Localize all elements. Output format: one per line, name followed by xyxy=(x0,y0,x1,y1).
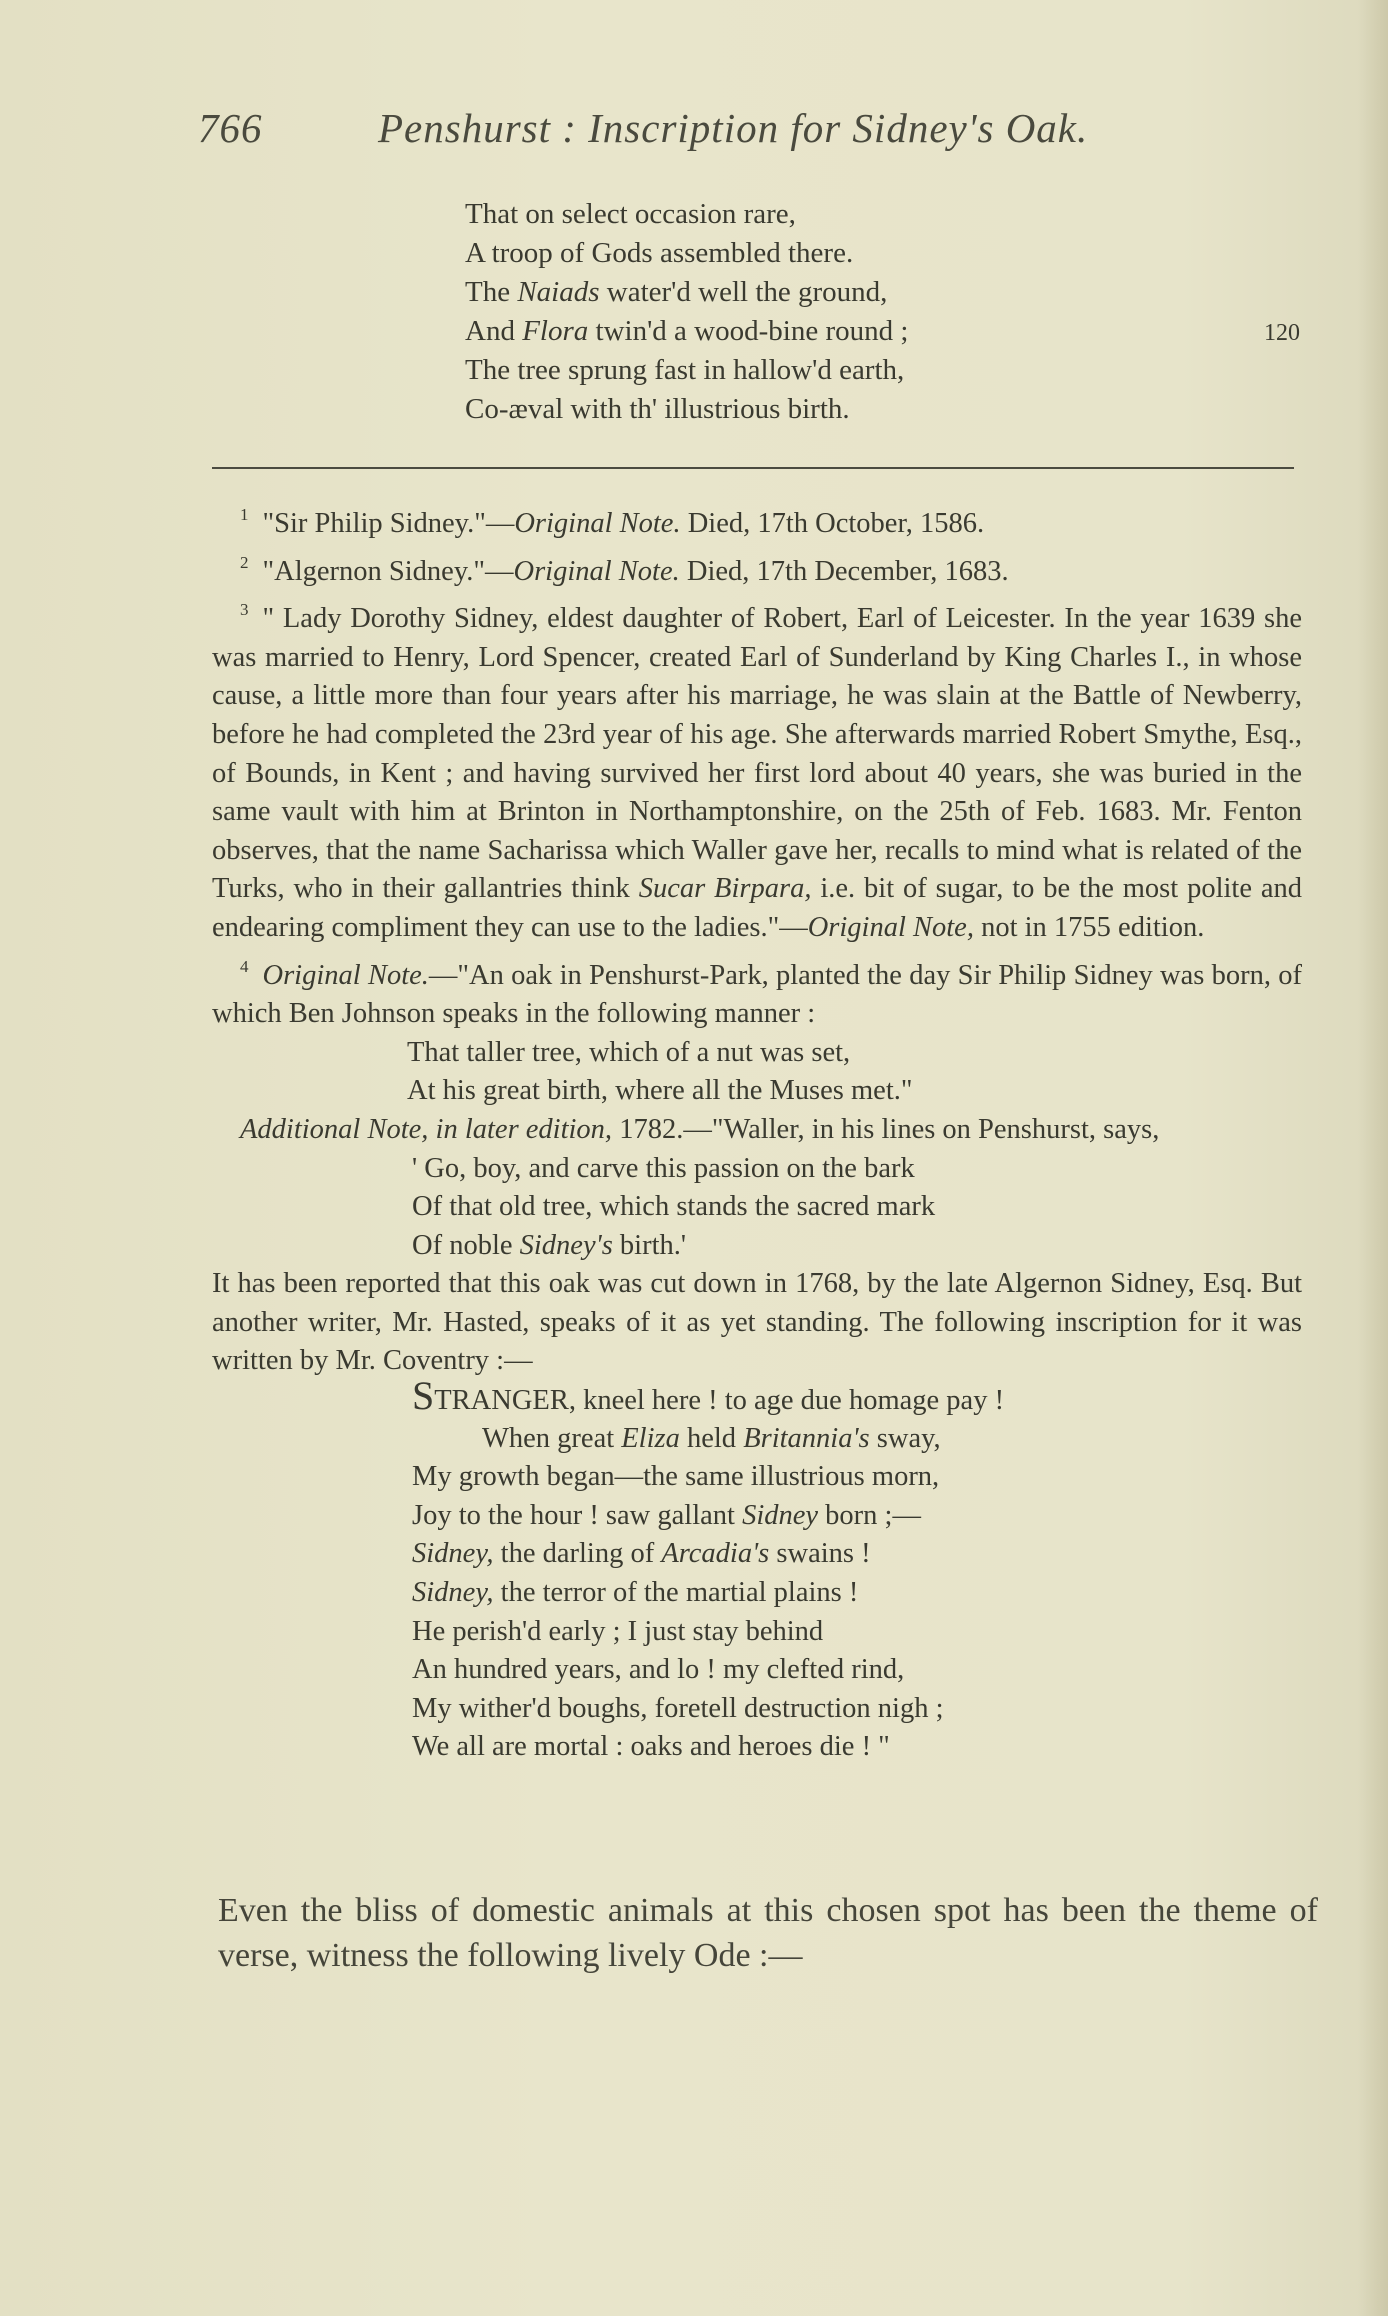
poem-line xyxy=(465,195,1315,234)
additional-note xyxy=(212,1111,1302,1150)
poem-italic: Flora xyxy=(522,315,589,347)
footnote-text: Died, 17th October, 1586. xyxy=(680,508,985,539)
verse-text: ' Go, boy, and carve this passion on the bark xyxy=(412,1152,915,1184)
inscription-italic: Arcadia's xyxy=(661,1538,770,1570)
poem-line xyxy=(465,234,1315,273)
footnotes xyxy=(212,496,1302,1767)
inscription-line xyxy=(212,1613,1302,1652)
inscription-line xyxy=(212,1535,1302,1574)
drop-cap: S xyxy=(412,1373,435,1419)
poem-text: That on select occasion rare, xyxy=(465,198,796,230)
inscription-line xyxy=(212,1651,1302,1690)
footnote-3 xyxy=(212,591,1302,947)
line-number: 120 xyxy=(1264,320,1300,346)
poem-text: water'd well the ground, xyxy=(599,276,888,308)
inscription-line xyxy=(212,1574,1302,1613)
inscription-text: the darling of xyxy=(493,1538,662,1570)
footnote-italic: Original Note. xyxy=(513,555,680,587)
poem-line xyxy=(465,351,1315,390)
inscription-text: held xyxy=(679,1422,744,1454)
poem-text: And xyxy=(465,315,523,347)
quoted-verse-line: That taller tree, which of a nut was set, xyxy=(407,1036,851,1068)
page-title: Penshurst : Inscription for Sidney's Oak. xyxy=(378,105,1089,151)
quoted-verse-line xyxy=(212,1227,1302,1266)
poem-text: twin'd a wood-bine round ; xyxy=(588,315,909,347)
poem-line xyxy=(465,312,1315,351)
inscription-text: sway, xyxy=(869,1422,941,1454)
inscription-line xyxy=(212,1728,1302,1767)
quoted-verse-line: At his great birth, where all the Muses met." xyxy=(407,1075,913,1107)
inscription-text: He perish'd early ; I just stay behind xyxy=(412,1615,824,1647)
quoted-verse-line xyxy=(212,1150,1302,1189)
poem-top xyxy=(465,195,1315,429)
footnote-text: " Lady Dorothy Sidney, eldest daughter of Robert, Earl of Leicester. In the year 1639 she was married to Henry, Lord Spencer, created Earl of Sunderland by King Charles I., in whose cause, a little more than four years after his marriage, he was slain at the Battle of Newberry, before he had completed the 23rd year of his age. She afterwards married Robert Smythe, Esq., of Bounds, in Kent ; and having survived her first lord about 40 years, she was buried in the same vault with him at Brinton in Northamptonshire, on the 25th of Feb. 1683. Mr. Fenton observes, that the name Sacharissa which Waller gave her, recalls to mind what is related of the Turks, who in their gallantries think xyxy=(212,603,1302,905)
inscription-italic: Sidney, xyxy=(412,1538,494,1570)
poem-text: The xyxy=(465,276,518,308)
footnote-italic: Original Note. xyxy=(262,959,429,991)
poem-text: A troop of Gods assembled there. xyxy=(465,237,854,269)
inscription-line xyxy=(212,1458,1302,1497)
footnote-text: "Algernon Sidney."— xyxy=(262,555,514,587)
footnote-divider xyxy=(212,467,1294,469)
inscription-text: Joy to the hour ! saw gallant xyxy=(412,1499,743,1531)
footnote-text: not in 1755 edition. xyxy=(973,911,1205,943)
inscription-italic: Sidney xyxy=(742,1499,819,1531)
footnote-2 xyxy=(212,544,1302,592)
poem-italic: Naiads xyxy=(517,276,600,308)
footnote-italic: Additional Note, in later edition, xyxy=(240,1113,613,1145)
inscription-line xyxy=(212,1373,1302,1420)
reported-paragraph: It has been reported that this oak was cut down in 1768, by the late Algernon Sidney, Esq. But another writer, Mr. Hasted, speaks of it as yet standing. The following inscription for it was written by Mr. Coventry :— xyxy=(212,1268,1302,1377)
footnote-marker: 1 xyxy=(240,505,249,524)
quoted-verse-line xyxy=(212,1188,1302,1227)
inscription-text: TRANGER, kneel here ! to age due homage pay ! xyxy=(434,1385,1005,1417)
inscription-text: the terror of the martial plains ! xyxy=(493,1577,859,1609)
footnote-italic: Original Note. xyxy=(514,508,681,539)
inscription-line xyxy=(212,1497,1302,1536)
inscription-text: swains ! xyxy=(769,1538,871,1570)
footnote-text: —"An oak in Penshurst-Park, planted the day Sir Philip Sidney was born, of which Ben Johnson speaks in the following manner : xyxy=(212,959,1302,1030)
poem-text: Co-æval with th' illustrious birth. xyxy=(465,393,850,425)
footnote-text: 1782.—"Waller, in his lines on Penshurst, says, xyxy=(612,1113,1160,1145)
closing-paragraph: Even the bliss of domestic animals at this chosen spot has been the theme of verse, witness the following lively Ode :— xyxy=(218,1892,1318,1974)
verse-italic: Sidney's xyxy=(519,1229,613,1261)
footnote-text: "Sir Philip Sidney."— xyxy=(262,508,515,539)
footnote-marker: 2 xyxy=(240,552,249,572)
inscription-line xyxy=(212,1420,1302,1459)
inscription-italic: Britannia's xyxy=(743,1422,870,1454)
inscription-text: An hundred years, and lo ! my clefted rind, xyxy=(412,1654,905,1686)
footnote-italic: Sucar Birpara, xyxy=(638,873,812,905)
verse-text: Of that old tree, which stands the sacred mark xyxy=(412,1191,936,1223)
poem-line xyxy=(465,390,1315,429)
page-number: 766 xyxy=(198,105,263,151)
inscription-text: My growth began—the same illustrious morn, xyxy=(412,1461,940,1493)
footnote-italic: Original Note, xyxy=(807,911,974,943)
inscription-text: When great xyxy=(482,1422,622,1454)
running-header xyxy=(198,104,1308,152)
footnote-marker: 4 xyxy=(240,956,249,976)
verse-text: birth.' xyxy=(612,1229,687,1261)
inscription-text: My wither'd boughs, foretell destruction nigh ; xyxy=(412,1692,944,1724)
inscription-line xyxy=(212,1690,1302,1729)
inscription-text: born ;— xyxy=(818,1499,921,1531)
inscription-italic: Sidney, xyxy=(412,1577,494,1609)
poem-line xyxy=(465,273,1315,312)
verse-text: Of noble xyxy=(412,1229,520,1261)
poem-text: The tree sprung fast in hallow'd earth, xyxy=(465,354,905,386)
inscription-text: We all are mortal : oaks and heroes die ! " xyxy=(412,1731,890,1763)
footnote-1 xyxy=(212,496,1302,544)
footnote-text: Died, 17th December, 1683. xyxy=(679,555,1009,587)
footnote-text: i.e. bit of sugar, to be the most polite and endearing compliment they can use to the ladies."— xyxy=(212,873,1303,943)
inscription-italic: Eliza xyxy=(621,1422,680,1454)
footnote-marker: 3 xyxy=(240,600,249,620)
page-edge-shadow xyxy=(1358,0,1388,2316)
footnote-4 xyxy=(212,948,1302,1034)
